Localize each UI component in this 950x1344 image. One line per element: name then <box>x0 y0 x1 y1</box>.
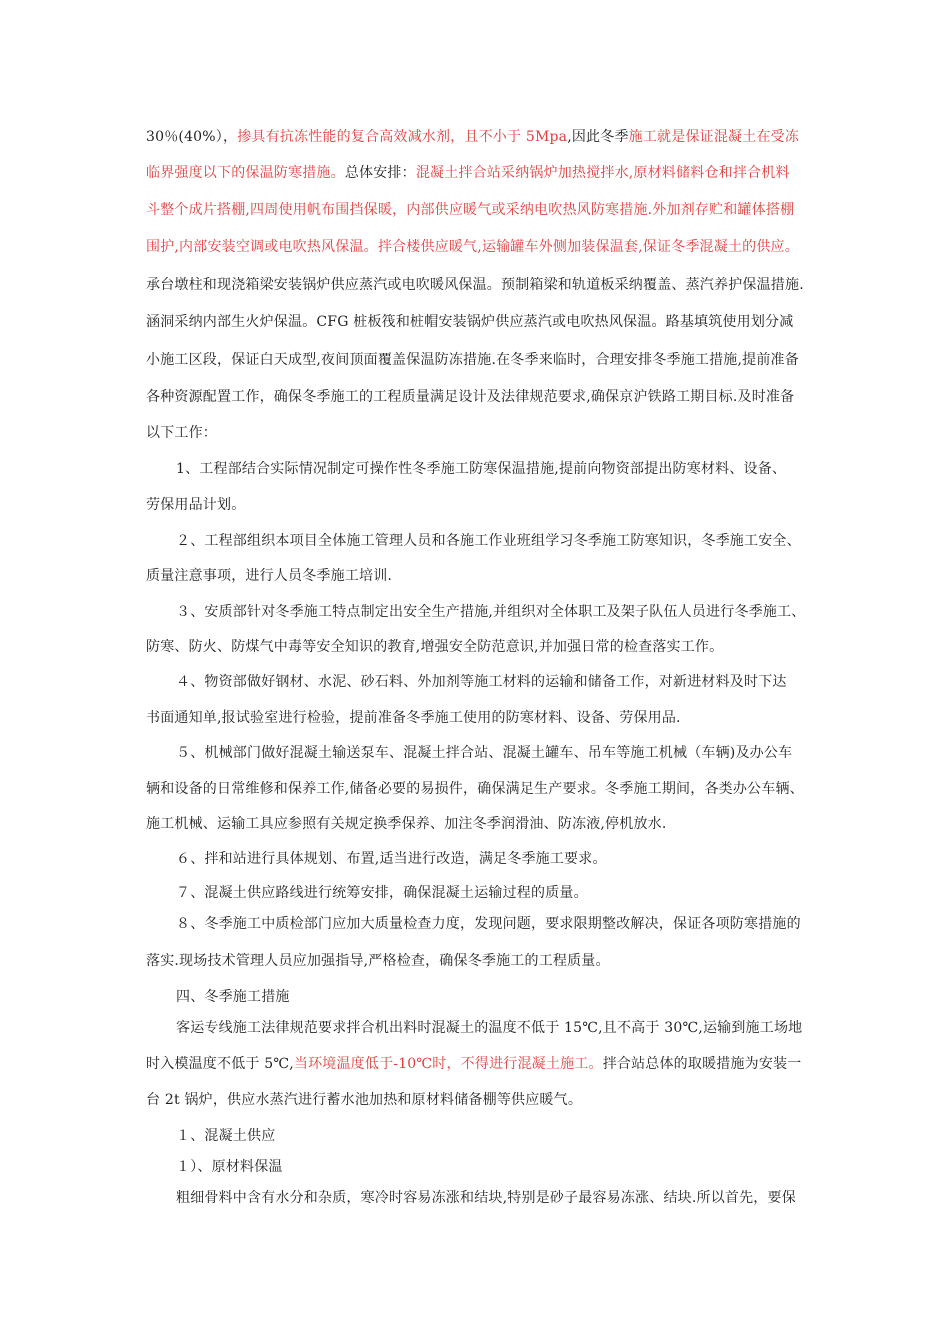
text-line-23: ８、冬季施工中质检部门应加大质量检查力度，发现问题，要求限期整改解决，保证各项防寒措施的 <box>176 916 801 932</box>
text-line-26: 客运专线施工法律规范要求拌合机出料时混凝土的温度不低于 15℃,且不高于 30℃,运输到施工场地 <box>176 1020 803 1036</box>
text-line-9: 以下工作： <box>146 425 217 441</box>
text-line-2: 临界强度以下的保温防寒措施。总体安排：混凝土拌合站采纳锅炉加热搅拌水,原材料储料仓和拌合机料 <box>146 165 790 181</box>
text-line-5: 承台墩柱和现浇箱梁安装锅炉供应蒸汽或电吹暖风保温。预制箱梁和轨道板采纳覆盖、蒸汽养护保温措施. <box>146 277 804 293</box>
text-line-28: 台 2t 锅炉，供应水蒸汽进行蓄水池加热和原材料储备棚等供应暖气。 <box>146 1092 583 1108</box>
text-line-27: 时入模温度不低于 5℃,当环境温度低于-10℃时，不得进行混凝土施工。拌合站总体的取暖措施为安装一 <box>146 1056 802 1072</box>
text-line-3: 斗整个成片搭棚,四周使用帆布围挡保暖，内部供应暖气或采纳电吹热风防寒措施.外加剂存贮和罐体搭棚 <box>146 202 795 218</box>
text-line-19: 辆和设备的日常维修和保养工作,储备必要的易损件，确保满足生产要求。冬季施工期间，各类办公车辆、 <box>146 781 804 797</box>
text-line-16: ４、物资部做好钢材、水泥、砂石料、外加剂等施工材料的运输和储备工作，对新进材料及时下达 <box>176 674 787 690</box>
text-line-7: 小施工区段，保证白天成型,夜间顶面覆盖保温防冻措施.在冬季来临时，合理安排冬季施工措施,提前准备 <box>146 352 799 368</box>
text-line-4: 围护,内部安装空调或电吹热风保温。拌合楼供应暖气,运输罐车外侧加装保温套,保证冬季混凝土的供应。 <box>146 239 799 255</box>
text-line-17: 书面通知单,报试验室进行检验，提前准备冬季施工使用的防寒材料、设备、劳保用品. <box>146 710 681 726</box>
subheading-raw-material-insulation: １）、原材料保温 <box>176 1159 283 1175</box>
text-line-21: ６、拌和站进行具体规划、布置,适当进行改造，满足冬季施工要求。 <box>176 851 607 867</box>
subheading-concrete-supply: １、混凝土供应 <box>176 1128 276 1144</box>
text-line-14: ３、安质部针对冬季施工特点制定出安全生产措施,并组织对全体职工及架子队伍人员进行冬季施工、 <box>176 604 806 620</box>
text-line-1: 30％(40%），掺具有抗冻性能的复合高效减水剂，且不小于 5Mpa,因此冬季施工就是保证混凝土在受冻 <box>146 129 800 145</box>
text-line-18: ５、机械部门做好混凝土输送泵车、混凝土拌合站、混凝土罐车、吊车等施工机械（车辆)及办公车 <box>176 745 793 761</box>
text-line-6: 涵洞采纳内部生火炉保温。CFG 桩板筏和桩帽安装锅炉供应蒸汽或电吹热风保温。路基填筑使用划分减 <box>146 314 794 330</box>
text-line-31: 粗细骨料中含有水分和杂质，寒冷时容易冻涨和结块,特别是砂子最容易冻涨、结块.所以首先，要保 <box>176 1190 796 1206</box>
text-line-13: 质量注意事项，进行人员冬季施工培训. <box>146 568 393 584</box>
text-line-8: 各种资源配置工作，确保冬季施工的工程质量满足设计及法律规范要求,确保京沪铁路工期目标.及时准备 <box>146 389 795 405</box>
text-line-24: 落实.现场技术管理人员应加强指导,严格检查，确保冬季施工的工程质量。 <box>146 953 610 969</box>
text-line-22: ７、混凝土供应路线进行统筹安排，确保混凝土运输过程的质量。 <box>176 885 588 901</box>
text-line-20: 施工机械、运输工具应参照有关规定换季保养、加注冬季润滑油、防冻液,停机放水. <box>146 816 667 832</box>
text-line-10: 1、工程部结合实际情况制定可操作性冬季施工防寒保温措施,提前向物资部提出防寒材料、设备、 <box>176 461 787 477</box>
text-line-15: 防寒、防火、防煤气中毒等安全知识的教育,增强安全防范意识,并加强日常的检查落实工作。 <box>146 639 724 655</box>
section-heading-4: 四、冬季施工措施 <box>176 989 290 1005</box>
text-line-12: ２、工程部组织本项目全体施工管理人员和各施工作业班组学习冬季施工防寒知识，冬季施工安全、 <box>176 533 801 549</box>
text-line-11: 劳保用品计划。 <box>146 497 246 513</box>
